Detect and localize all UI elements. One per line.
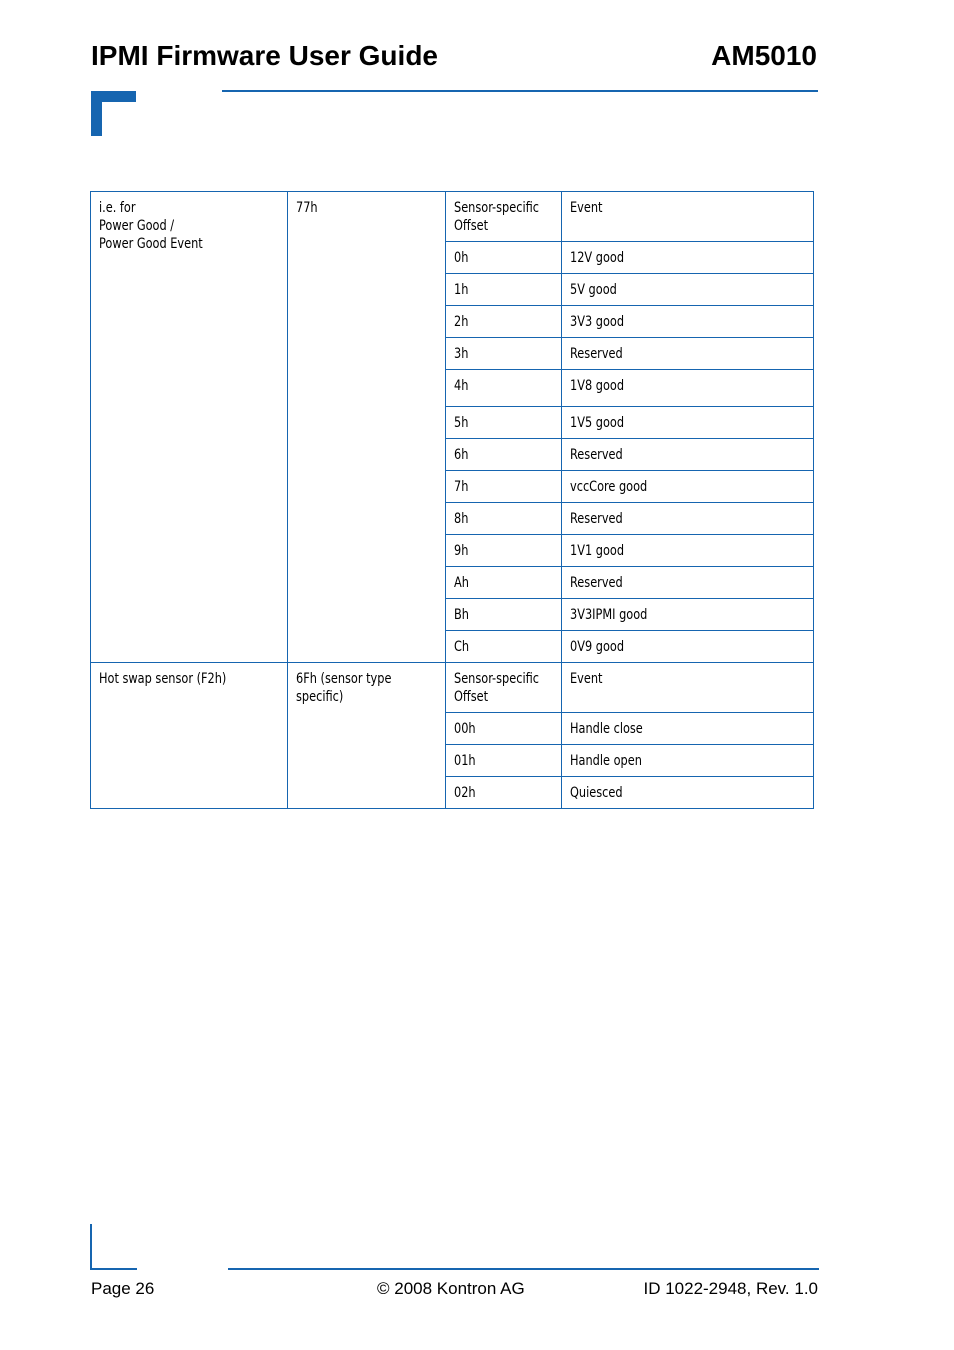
offset-cell xyxy=(446,471,562,503)
footer-corner-mark-bar xyxy=(90,1268,137,1270)
offset-value: Ah xyxy=(454,575,469,591)
event-cell xyxy=(562,535,814,567)
offset-value: 3h xyxy=(454,346,469,362)
column-header-event xyxy=(562,663,814,713)
offset-cell xyxy=(446,439,562,471)
event-cell xyxy=(562,338,814,370)
event-cell xyxy=(562,274,814,306)
offset-value: 4h xyxy=(454,378,469,394)
sensor-event-table xyxy=(90,191,814,809)
event-value: Handle open xyxy=(570,753,642,769)
event-value: 3V3 good xyxy=(570,314,625,330)
offset-cell xyxy=(446,631,562,663)
event-value: vccCore good xyxy=(570,479,648,495)
event-cell xyxy=(562,631,814,663)
offset-value: 5h xyxy=(454,415,469,431)
offset-cell xyxy=(446,370,562,407)
table-row xyxy=(91,192,814,242)
offset-cell xyxy=(446,407,562,439)
event-cell xyxy=(562,567,814,599)
event-cell xyxy=(562,745,814,777)
event-value: Handle close xyxy=(570,721,643,737)
offset-value: 2h xyxy=(454,314,469,330)
offset-value: 01h xyxy=(454,753,476,769)
event-cell xyxy=(562,439,814,471)
event-value: 0V9 good xyxy=(570,639,625,655)
sensor-label: Hot swap sensor (F2h) xyxy=(99,671,227,687)
offset-cell xyxy=(446,567,562,599)
event-cell xyxy=(562,777,814,809)
event-value: Reserved xyxy=(570,575,623,591)
offset-value: 00h xyxy=(454,721,476,737)
document-title: IPMI Firmware User Guide xyxy=(91,40,438,71)
offset-value: 7h xyxy=(454,479,469,495)
corner-mark-icon-bar xyxy=(91,91,136,102)
sensor-label: Power Good Event xyxy=(99,236,203,252)
copyright: © 2008 Kontron AG xyxy=(377,1279,525,1298)
event-value: 12V good xyxy=(570,250,625,266)
document-id: ID 1022-2948, Rev. 1.0 xyxy=(643,1279,818,1298)
column-header-event xyxy=(562,192,814,242)
event-cell xyxy=(562,242,814,274)
column-header-text: Sensor-specific xyxy=(454,200,539,216)
sensor-type-cell xyxy=(288,663,446,809)
event-value: Reserved xyxy=(570,447,623,463)
event-value: Reserved xyxy=(570,346,623,362)
offset-value: 0h xyxy=(454,250,469,266)
offset-cell xyxy=(446,338,562,370)
offset-cell xyxy=(446,713,562,745)
event-cell xyxy=(562,306,814,338)
event-cell xyxy=(562,503,814,535)
table-row xyxy=(91,663,814,713)
offset-cell xyxy=(446,306,562,338)
page-number: Page 26 xyxy=(91,1279,155,1298)
offset-cell xyxy=(446,503,562,535)
offset-cell xyxy=(446,274,562,306)
event-value: 1V1 good xyxy=(570,543,625,559)
offset-value: Bh xyxy=(454,607,469,623)
event-cell xyxy=(562,599,814,631)
header-rule xyxy=(222,90,818,92)
offset-value: 8h xyxy=(454,511,469,527)
sensor-type-label: 6Fh (sensor type xyxy=(296,671,392,687)
event-value: 1V5 good xyxy=(570,415,625,431)
sensor-cell xyxy=(91,192,288,663)
offset-value: 02h xyxy=(454,785,476,801)
column-header-offset xyxy=(446,192,562,242)
offset-cell xyxy=(446,777,562,809)
sensor-cell xyxy=(91,663,288,809)
offset-value: 9h xyxy=(454,543,469,559)
column-header-text: Sensor-specific xyxy=(454,671,539,687)
event-value: 3V3IPMI good xyxy=(570,607,648,623)
event-cell xyxy=(562,407,814,439)
column-header-text: Event xyxy=(570,671,603,687)
column-header-text: Offset xyxy=(454,218,489,234)
offset-value: Ch xyxy=(454,639,470,655)
footer-corner-mark xyxy=(90,1224,92,1270)
sensor-type-cell xyxy=(288,192,446,663)
event-cell xyxy=(562,370,814,407)
product-name: AM5010 xyxy=(711,40,817,71)
event-value: 5V good xyxy=(570,282,617,298)
event-value: 1V8 good xyxy=(570,378,625,394)
offset-cell xyxy=(446,242,562,274)
offset-value: 1h xyxy=(454,282,469,298)
event-value: Quiesced xyxy=(570,785,623,801)
sensor-type-label: 77h xyxy=(296,200,318,216)
footer-rule xyxy=(228,1268,819,1270)
column-header-text: Event xyxy=(570,200,603,216)
sensor-label: i.e. for xyxy=(99,200,136,216)
event-cell xyxy=(562,471,814,503)
offset-cell xyxy=(446,535,562,567)
event-value: Reserved xyxy=(570,511,623,527)
offset-cell xyxy=(446,599,562,631)
column-header-offset xyxy=(446,663,562,713)
sensor-label: Power Good / xyxy=(99,218,175,234)
offset-value: 6h xyxy=(454,447,469,463)
event-cell xyxy=(562,713,814,745)
column-header-text: Offset xyxy=(454,689,489,705)
offset-cell xyxy=(446,745,562,777)
sensor-type-label: specific) xyxy=(296,689,344,705)
